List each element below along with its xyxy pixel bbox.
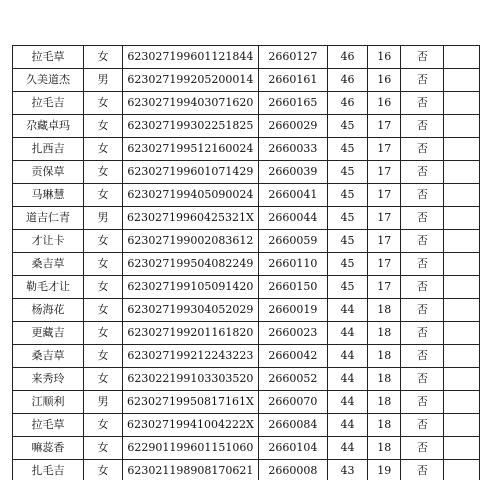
age-cell: 44 [328,437,368,460]
gender-cell: 女 [84,345,123,368]
age-cell: 45 [328,276,368,299]
gender-cell: 女 [84,368,123,391]
id-number-cell: 623027199504082249 [123,253,259,276]
gender-cell: 女 [84,460,123,480]
extra-cell [444,184,480,207]
number-cell: 2660052 [258,368,327,391]
flag-cell: 否 [401,69,444,92]
number-cell: 2660029 [258,115,327,138]
score-cell: 16 [368,69,401,92]
name-cell: 江顺利 [13,391,84,414]
flag-cell: 否 [401,46,444,69]
table-row [13,345,480,368]
score-cell: 17 [368,138,401,161]
age-cell: 46 [328,69,368,92]
table-row [13,253,480,276]
table-row [13,92,480,115]
number-cell: 2660039 [258,161,327,184]
score-cell: 17 [368,207,401,230]
age-cell: 44 [328,299,368,322]
table-row [13,276,480,299]
number-cell: 2660023 [258,322,327,345]
extra-cell [444,460,480,480]
name-cell: 扎西吉 [13,138,84,161]
name-cell: 扎毛吉 [13,460,84,480]
extra-cell [444,276,480,299]
score-cell: 18 [368,437,401,460]
id-number-cell: 62302719941004222X [123,414,259,437]
number-cell: 2660044 [258,207,327,230]
name-cell: 拉毛草 [13,414,84,437]
extra-cell [444,230,480,253]
extra-cell [444,391,480,414]
number-cell: 2660059 [258,230,327,253]
score-cell: 16 [368,46,401,69]
flag-cell: 否 [401,276,444,299]
flag-cell: 否 [401,391,444,414]
number-cell: 2660019 [258,299,327,322]
score-cell: 19 [368,460,401,480]
age-cell: 44 [328,345,368,368]
name-cell: 道吉仁青 [13,207,84,230]
id-number-cell: 623027199304052029 [123,299,259,322]
gender-cell: 男 [84,391,123,414]
extra-cell [444,115,480,138]
extra-cell [444,92,480,115]
age-cell: 45 [328,230,368,253]
table-row [13,368,480,391]
id-number-cell: 623027199002083612 [123,230,259,253]
score-cell: 18 [368,368,401,391]
id-number-cell: 623027199205200014 [123,69,259,92]
number-cell: 2660042 [258,345,327,368]
name-cell: 嘛蕊香 [13,437,84,460]
extra-cell [444,207,480,230]
gender-cell: 女 [84,46,123,69]
id-number-cell: 623027199403071620 [123,92,259,115]
table-row [13,138,480,161]
age-cell: 44 [328,368,368,391]
gender-cell: 女 [84,138,123,161]
score-cell: 18 [368,322,401,345]
extra-cell [444,345,480,368]
number-cell: 2660110 [258,253,327,276]
table-row [13,391,480,414]
extra-cell [444,299,480,322]
flag-cell: 否 [401,299,444,322]
table-row [13,115,480,138]
number-cell: 2660008 [258,460,327,480]
table-row [13,322,480,345]
flag-cell: 否 [401,414,444,437]
gender-cell: 女 [84,115,123,138]
gender-cell: 女 [84,322,123,345]
number-cell: 2660104 [258,437,327,460]
name-cell: 桑吉草 [13,253,84,276]
extra-cell [444,161,480,184]
score-cell: 18 [368,345,401,368]
extra-cell [444,138,480,161]
gender-cell: 女 [84,92,123,115]
gender-cell: 女 [84,414,123,437]
score-cell: 18 [368,391,401,414]
flag-cell: 否 [401,345,444,368]
flag-cell: 否 [401,115,444,138]
name-cell: 杨海花 [13,299,84,322]
id-number-cell: 623027199105091420 [123,276,259,299]
id-number-cell: 62302719960425321X [123,207,259,230]
gender-cell: 女 [84,184,123,207]
name-cell: 来秀玲 [13,368,84,391]
gender-cell: 女 [84,161,123,184]
table-row [13,184,480,207]
number-cell: 2660127 [258,46,327,69]
name-cell: 久美道杰 [13,69,84,92]
age-cell: 45 [328,207,368,230]
id-number-cell: 623027199201161820 [123,322,259,345]
id-number-cell: 623027199212243223 [123,345,259,368]
extra-cell [444,253,480,276]
gender-cell: 男 [84,69,123,92]
id-number-cell: 623027199512160024 [123,138,259,161]
name-cell: 贡保草 [13,161,84,184]
name-cell: 拉毛草 [13,46,84,69]
score-cell: 18 [368,414,401,437]
age-cell: 43 [328,460,368,480]
age-cell: 44 [328,391,368,414]
gender-cell: 女 [84,276,123,299]
table-row [13,460,480,480]
table-row [13,161,480,184]
flag-cell: 否 [401,207,444,230]
age-cell: 45 [328,115,368,138]
gender-cell: 男 [84,207,123,230]
score-cell: 16 [368,92,401,115]
extra-cell [444,46,480,69]
table-row [13,69,480,92]
age-cell: 46 [328,92,368,115]
age-cell: 46 [328,46,368,69]
number-cell: 2660084 [258,414,327,437]
score-cell: 17 [368,253,401,276]
flag-cell: 否 [401,138,444,161]
id-number-cell: 622901199601151060 [123,437,259,460]
id-number-cell: 623022199103303520 [123,368,259,391]
name-cell: 尕藏卓玛 [13,115,84,138]
table-row [13,207,480,230]
score-cell: 17 [368,115,401,138]
flag-cell: 否 [401,322,444,345]
gender-cell: 女 [84,253,123,276]
flag-cell: 否 [401,184,444,207]
extra-cell [444,69,480,92]
id-number-cell: 623027199405090024 [123,184,259,207]
roster-table-body [13,46,480,480]
flag-cell: 否 [401,437,444,460]
id-number-cell: 62302719950817161X [123,391,259,414]
name-cell: 马琳慧 [13,184,84,207]
table-row [13,299,480,322]
score-cell: 17 [368,230,401,253]
number-cell: 2660165 [258,92,327,115]
flag-cell: 否 [401,368,444,391]
id-number-cell: 623027199601121844 [123,46,259,69]
flag-cell: 否 [401,92,444,115]
gender-cell: 女 [84,437,123,460]
name-cell: 桑吉草 [13,345,84,368]
number-cell: 2660161 [258,69,327,92]
name-cell: 拉毛吉 [13,92,84,115]
id-number-cell: 623021198908170621 [123,460,259,480]
age-cell: 45 [328,138,368,161]
score-cell: 17 [368,276,401,299]
extra-cell [444,414,480,437]
extra-cell [444,322,480,345]
number-cell: 2660033 [258,138,327,161]
flag-cell: 否 [401,230,444,253]
age-cell: 45 [328,161,368,184]
table-row [13,414,480,437]
name-cell: 勒毛才让 [13,276,84,299]
number-cell: 2660070 [258,391,327,414]
name-cell: 才让卡 [13,230,84,253]
age-cell: 45 [328,184,368,207]
flag-cell: 否 [401,460,444,480]
table-row [13,230,480,253]
gender-cell: 女 [84,230,123,253]
extra-cell [444,368,480,391]
flag-cell: 否 [401,161,444,184]
extra-cell [444,437,480,460]
age-cell: 44 [328,414,368,437]
id-number-cell: 623027199601071429 [123,161,259,184]
roster-table [12,45,480,480]
number-cell: 2660150 [258,276,327,299]
table-row [13,437,480,460]
score-cell: 18 [368,299,401,322]
name-cell: 更藏吉 [13,322,84,345]
score-cell: 17 [368,161,401,184]
table-row [13,46,480,69]
age-cell: 44 [328,322,368,345]
score-cell: 17 [368,184,401,207]
gender-cell: 女 [84,299,123,322]
id-number-cell: 623027199302251825 [123,115,259,138]
age-cell: 45 [328,253,368,276]
number-cell: 2660041 [258,184,327,207]
flag-cell: 否 [401,253,444,276]
